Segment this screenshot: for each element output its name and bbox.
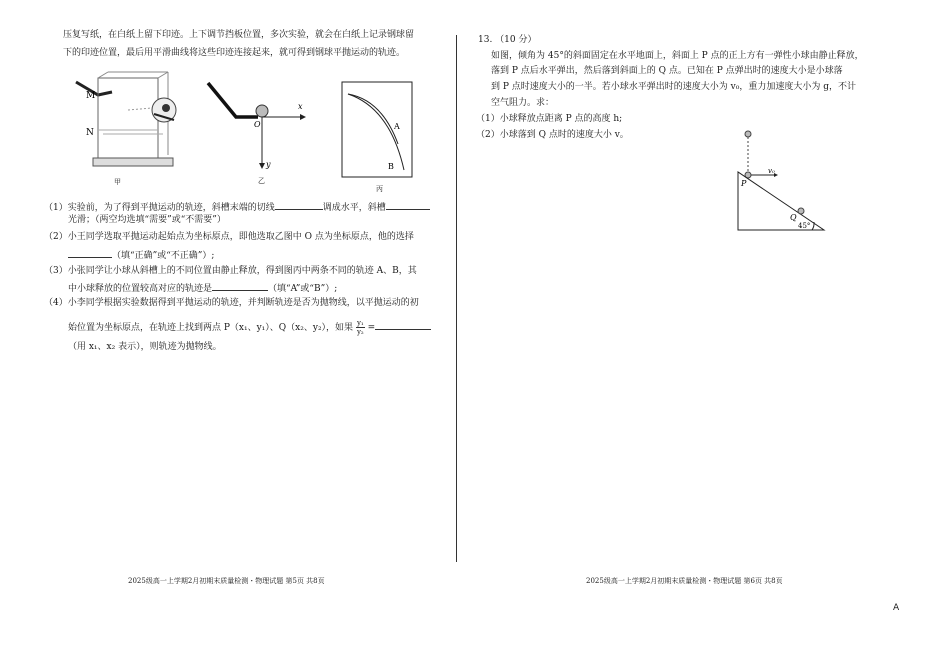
question-1: （1）实验前，为了得到平抛运动的轨迹，斜槽末端的切线 调成水平，斜槽 [44,200,430,214]
trajectory-b [348,94,404,170]
intro-line-1: 压复写纸，在白纸上留下印迹。上下调节挡板位置，多次实验，就会在白纸上记录钢球留 [63,30,415,40]
label-a: A [394,122,400,131]
page-marker: A [893,603,900,613]
footer-left: 2025级高一上学期2月初期末质量检测・物理试题 第5页 共8页 [128,577,325,585]
axis-y-label: y [266,160,271,169]
question-3-line-2: 中小球释放的位置较高对应的轨迹是 （填“A”或“B”）; [68,281,337,295]
q13-line-4: 空气阻力。求： [491,98,555,108]
ball-icon [256,105,268,117]
figure-bing [340,80,415,180]
release-ball-icon [745,131,751,137]
caption-bing: 丙 [376,185,383,193]
figure-yi [200,75,310,175]
ratio-fraction: $\frac{\text{y₁}}{\text{y₂}}$ [356,319,364,336]
label-b: B [388,162,394,171]
intro-line-2: 下的印迹位置，最后用平滑曲线将这些印迹连接起来，就可得到钢球平抛运动的轨迹。 [63,48,406,58]
question-2: （2）小王同学选取平抛运动起始点为坐标原点，即他选取乙图中 O 点为坐标原点，他的选择 [44,232,414,242]
question-4-line-2: 始位置为坐标原点，在轨迹上找到两点 P（x₁、y₁）、Q（x₂、y₂），如果 $\frac{\text{y₁}}{\text{y₂}}$ = [68,318,431,338]
question-3: （3）小张同学让小球从斜槽上的不同位置由静止释放，得到图丙中两条不同的轨迹 A、B，其 [44,266,417,276]
answer-blank-4[interactable] [375,320,431,330]
origin-label: O [254,120,261,129]
caption-yi: 乙 [258,177,265,185]
footer-right: 2025级高一上学期2月初期末质量检测・物理试题 第6页 共8页 [586,577,783,585]
axis-x-label: x [298,102,303,111]
question-4-line-3: （用 x₁、x₂ 表示），则轨迹为抛物线。 [68,342,222,352]
question-1-line-2: 光滑；（两空均选填“需要”或“不需要”） [68,215,226,225]
q13-title: 13. （10 分） [478,35,537,45]
question-2-line-2: （填“正确”或“不正确”）; [68,248,214,262]
label-n: N [86,128,94,138]
answer-blank-3[interactable] [212,281,268,291]
answer-blank-1a[interactable] [275,200,323,210]
q13-sub-1: （1）小球释放点距离 P 点的高度 h; [476,114,623,124]
trajectory-a [348,94,398,144]
answer-blank-2[interactable] [68,248,112,258]
label-q: Q [790,213,797,222]
q13-line-1: 如图，倾角为 45°的斜面固定在水平地面上，斜面上 P 点的正上方有一弹性小球由静止释放， [491,51,864,61]
q13-sub-2: （2）小球落到 Q 点时的速度大小 v。 [476,130,629,140]
question-4: （4）小李同学根据实验数据得到平抛运动的轨迹，并判断轨迹是否为抛物线，以平抛运动的初 [44,298,419,308]
figure-q13 [730,126,830,236]
q13-line-3: 到 P 点时速度大小的一半。若小球水平弹出时的速度大小为 v₀，重力加速度大小为 g，不计 [491,82,856,92]
caption-jia: 甲 [114,178,121,186]
column-divider [456,35,457,562]
label-p: P [741,179,747,188]
label-m: M [86,91,96,101]
answer-blank-1b[interactable] [386,200,430,210]
ball-at-q-icon [798,208,804,214]
q13-line-2: 落到 P 点后水平弹出，然后落到斜面上的 Q 点。已知在 P 点弹出时的速度大小是小球落 [491,66,843,76]
figure-jia [68,70,178,175]
angle-label: 45° [798,222,811,230]
incline-triangle [738,172,824,230]
slope-track [208,83,258,117]
label-v0: v₀ [768,167,775,175]
